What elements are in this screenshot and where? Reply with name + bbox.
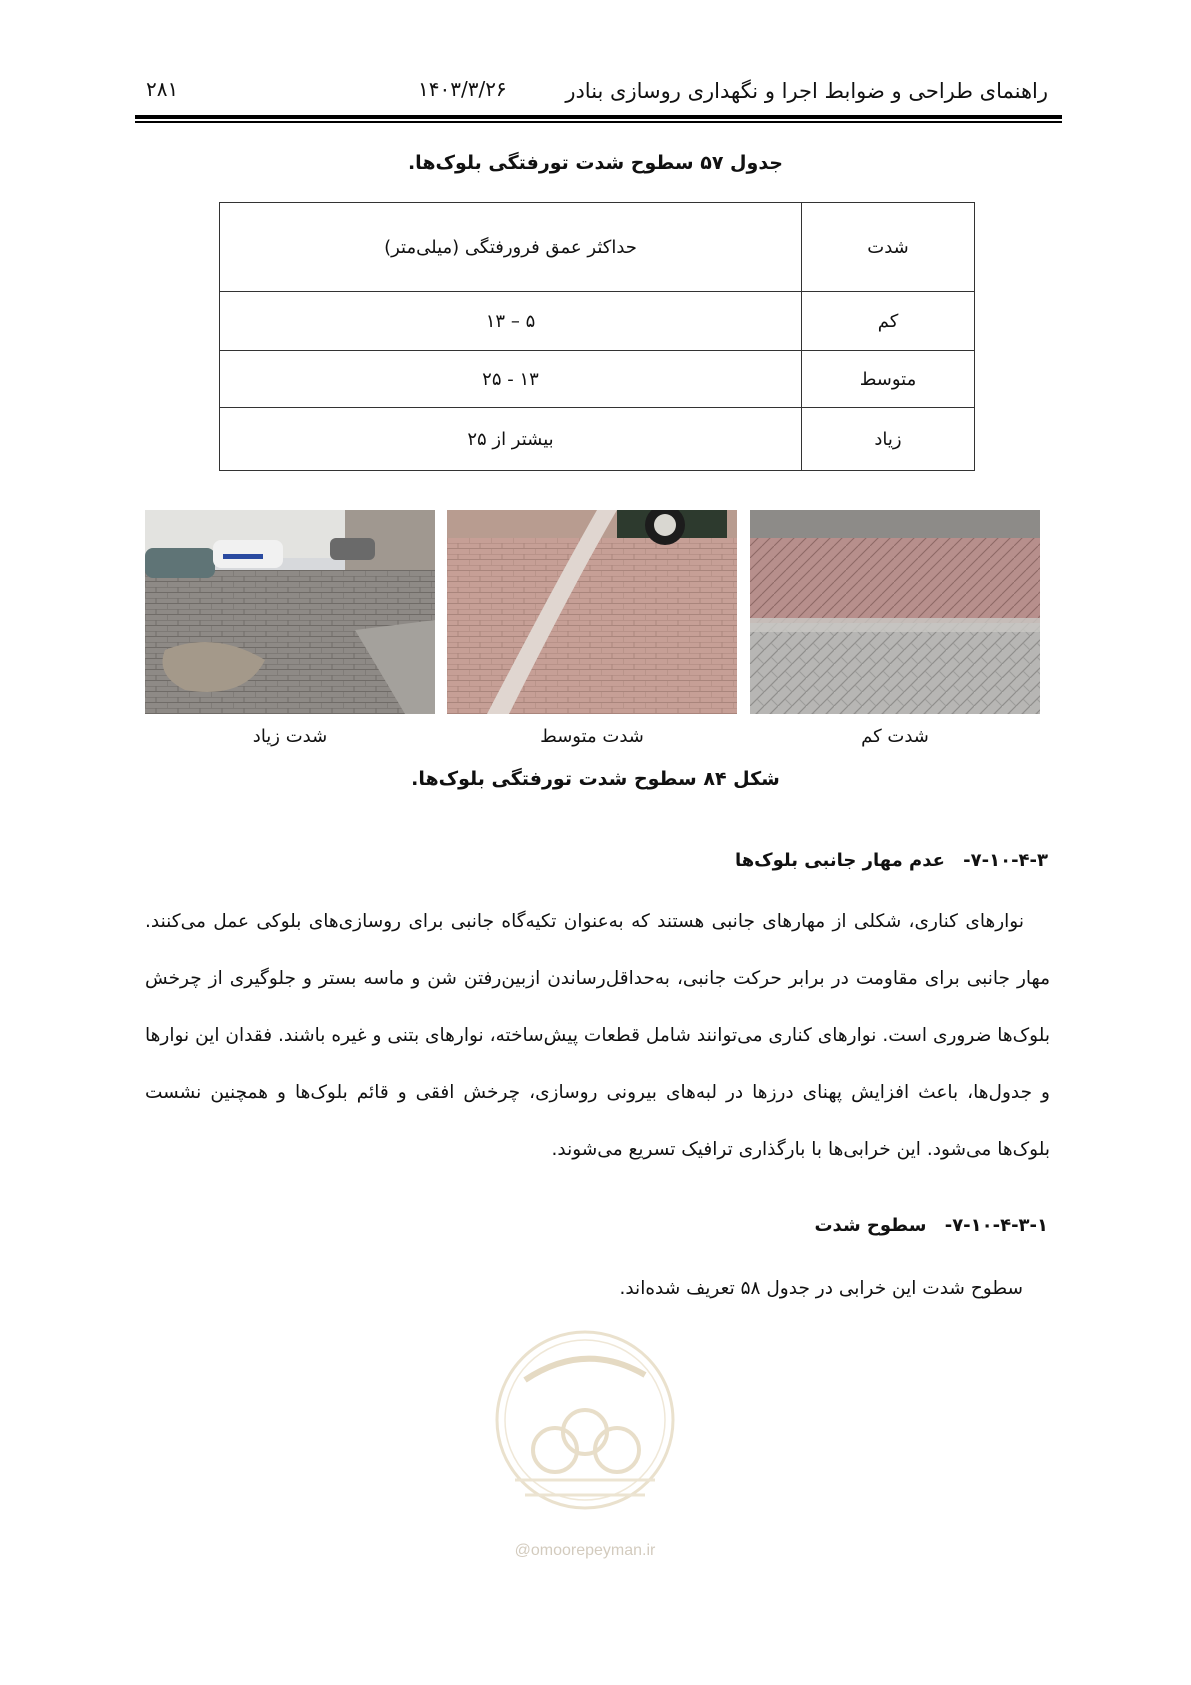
photo-label-low: شدت کم [861, 726, 929, 747]
body-paragraph [145, 893, 1050, 1178]
section-title: عدم مهار جانبی بلوک‌ها [734, 850, 945, 871]
figure-caption: شکل ۸۴ سطوح شدت تورفتگی بلوک‌ها. [411, 768, 780, 790]
section-heading [735, 850, 1048, 871]
photo-label-medium: شدت متوسط [540, 726, 644, 747]
table-cell-depth: بیشتر از ۲۵ [220, 408, 802, 471]
subsection-title: سطوح شدت [814, 1215, 927, 1236]
table-cell-severity: کم [802, 292, 975, 351]
photo-high-severity [145, 510, 435, 714]
body-sentence: سطوح شدت این خرابی در جدول ۵۸ تعریف شده‌اند. [619, 1278, 1023, 1299]
header-rule-thin [135, 121, 1062, 123]
table-row [220, 292, 975, 351]
watermark-logo [485, 1320, 685, 1560]
table-caption: جدول ۵۷ سطوح شدت تورفتگی بلوک‌ها. [407, 152, 784, 174]
watermark-url: @omoorepeyman.ir [514, 1542, 656, 1559]
table-row [220, 351, 975, 408]
table-cell-severity: متوسط [802, 351, 975, 408]
table-cell-severity: زیاد [802, 408, 975, 471]
section-number: ۷-۱۰-۴-۳- [963, 850, 1048, 871]
photo-low-severity [750, 510, 1040, 714]
subsection-heading [814, 1215, 1048, 1236]
header-rule-thick [135, 115, 1062, 119]
seal-icon [485, 1320, 685, 1530]
table-header-depth: حداکثر عمق فرورفتگی (میلی‌متر) [220, 203, 802, 292]
paragraph-text: نوارهای کناری، شکلی از مهارهای جانبی هستند که به‌عنوان تکیه‌گاه جانبی برای روسازی‌های بلوکی عمل می‌کنند. مهار جانبی برای مقاومت در برابر حرکت جانبی، به‌حداقل‌رساندن ازبین‌رفتن شن و ماسه بستر و جلوگیری از چرخش بلوک‌ها ضروری است. نوارهای کناری می‌توانند شامل قطعات پیش‌ساخته، نوارهای بتنی و غیره باشند. فقدان این نوارها و جدول‌ها، باعث افزایش پهنای درزها در لبه‌های بیرونی روسازی، چرخش افقی و قائم بلوک‌ها و همچنین نشست بلوک‌ها می‌شود. این خرابی‌ها با بارگذاری ترافیک تسریع می‌شوند. [145, 911, 1050, 1160]
photo-label-high: شدت زیاد [252, 726, 328, 747]
page-header [143, 75, 1048, 115]
subsection-number: ۷-۱۰-۴-۳-۱- [944, 1215, 1048, 1236]
table-cell-depth: ۱۳ - ۲۵ [220, 351, 802, 408]
table-row [220, 408, 975, 471]
page-number: ۲۸۱ [146, 77, 179, 101]
document-title: راهنمای طراحی و ضوابط اجرا و نگهداری روسازی بنادر [565, 79, 1048, 103]
severity-table [219, 202, 975, 471]
table-header-severity: شدت [802, 203, 975, 292]
header-date: ۱۴۰۳/۳/۲۶ [418, 77, 507, 101]
table-cell-depth: ۵ – ۱۳ [220, 292, 802, 351]
photo-medium-severity [447, 510, 737, 714]
table-header-row [220, 203, 975, 292]
